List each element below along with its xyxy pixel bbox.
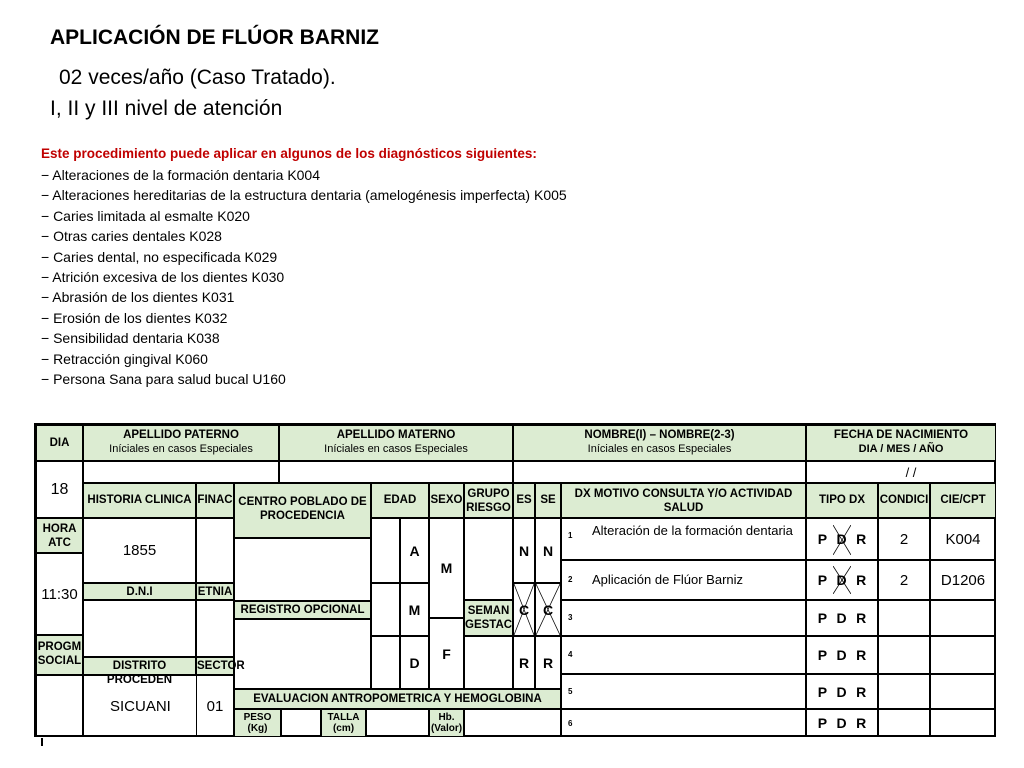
edad-field-2[interactable] bbox=[371, 583, 400, 636]
his-register-form bbox=[34, 423, 996, 737]
dx-text: Aplicación de Flúor Barniz bbox=[592, 572, 744, 587]
tipo-dx-cell[interactable] bbox=[806, 518, 878, 560]
hb-unit: (Valor) bbox=[430, 723, 463, 734]
se-header: SE bbox=[535, 483, 561, 518]
tipo-p[interactable]: P bbox=[817, 531, 828, 547]
dia-header: DIA bbox=[36, 425, 83, 461]
progm-social-field[interactable] bbox=[36, 675, 83, 737]
tipo-dx-cell[interactable] bbox=[806, 674, 878, 709]
distrito-header: DISTRITO PROCEDEN bbox=[83, 657, 196, 675]
cie-cell[interactable] bbox=[930, 600, 996, 636]
tipo-dx-cell[interactable] bbox=[806, 709, 878, 737]
es-n[interactable]: N bbox=[513, 518, 535, 583]
diagnosis-item: − Sensibilidad dentaria K038 bbox=[41, 330, 220, 347]
sexo-header: SEXO bbox=[429, 483, 464, 518]
nombre-header bbox=[513, 425, 806, 461]
fecha-nacimiento-label: FECHA DE NACIMIENTO bbox=[833, 429, 969, 441]
diagnosis-item: − Caries limitada al esmalte K020 bbox=[41, 207, 250, 224]
hb-label: Hb. bbox=[438, 712, 455, 723]
diagnosis-item: − Otras caries dentales K028 bbox=[41, 228, 222, 245]
tipo-d-label: D bbox=[836, 531, 847, 547]
tipo-d-label: D bbox=[836, 572, 847, 588]
condici-cell[interactable]: 2 bbox=[878, 560, 930, 600]
nombre-label: NOMBRE(I) – NOMBRE(2-3) bbox=[584, 429, 735, 441]
se-n[interactable]: N bbox=[535, 518, 561, 583]
condici-header: CONDICI bbox=[878, 483, 930, 518]
diagnosis-item: − Alteraciones de la formación dentaria K004 bbox=[41, 167, 321, 183]
hora-value[interactable]: 11:30 bbox=[36, 553, 83, 635]
distrito-value[interactable]: SICUANI bbox=[83, 675, 234, 737]
edad-unit-m[interactable]: M bbox=[400, 583, 429, 636]
fecha-nacimiento-header bbox=[806, 425, 996, 461]
apellido-materno-field[interactable] bbox=[279, 461, 513, 483]
centro-poblado-header: CENTRO POBLADO DE PROCEDENCIA bbox=[234, 483, 371, 538]
peso-unit: (Kg) bbox=[247, 723, 268, 734]
dx-cell[interactable] bbox=[561, 560, 806, 600]
cie-cell[interactable] bbox=[930, 709, 996, 737]
apellido-paterno-label: APELLIDO PATERNO bbox=[123, 429, 239, 441]
apellido-paterno-sub: Iníciales en casos Especiales bbox=[109, 443, 253, 455]
diagnosis-item: − Retracción gingival K060 bbox=[41, 350, 208, 367]
dni-field[interactable] bbox=[83, 600, 196, 657]
talla-unit: (cm) bbox=[332, 723, 355, 734]
dx-cell[interactable] bbox=[561, 600, 806, 636]
dni-header: D.N.I bbox=[83, 583, 196, 600]
seman-gestac-header: SEMAN GESTAC bbox=[464, 600, 513, 636]
cie-cell[interactable]: K004 bbox=[930, 518, 996, 560]
talla-header bbox=[321, 709, 366, 737]
dx-motivo-header: DX MOTIVO CONSULTA Y/O ACTIVIDAD SALUD bbox=[561, 483, 806, 518]
tipo-d[interactable] bbox=[837, 531, 847, 547]
diagnoses-list bbox=[41, 165, 567, 389]
etnia-header: ETNIA bbox=[196, 583, 234, 600]
es-r[interactable]: R bbox=[513, 636, 535, 689]
tipo-p[interactable]: P bbox=[817, 610, 828, 626]
tipo-p[interactable]: P bbox=[817, 715, 828, 731]
tipo-dx-cell[interactable] bbox=[806, 600, 878, 636]
row-number: 2 bbox=[568, 575, 573, 584]
historia-header: HISTORIA CLINICA bbox=[83, 483, 196, 518]
dx-cell[interactable] bbox=[561, 674, 806, 709]
peso-header bbox=[234, 709, 281, 737]
es-c-label: C bbox=[518, 601, 530, 618]
nombre-sub: Iníciales en casos Especiales bbox=[587, 443, 732, 455]
historia-value[interactable]: 1855 bbox=[83, 518, 196, 583]
edad-header: EDAD bbox=[371, 483, 429, 518]
apellido-materno-label: APELLIDO MATERNO bbox=[336, 429, 456, 441]
registro-header: REGISTRO OPCIONAL bbox=[234, 601, 371, 619]
sector-header: SECTOR bbox=[196, 657, 234, 675]
grupo-riesgo-header: GRUPO RIESGO bbox=[464, 483, 513, 518]
tipo-p[interactable]: P bbox=[817, 572, 828, 588]
apellido-materno-sub: Iníciales en casos Especiales bbox=[324, 443, 468, 455]
tipo-dx-header: TIPO DX bbox=[806, 483, 878, 518]
talla-label: TALLA bbox=[327, 712, 360, 723]
dx-cell[interactable] bbox=[561, 709, 806, 737]
tipo-d[interactable]: D bbox=[836, 715, 847, 731]
care-level-text: I, II y III nivel de atención bbox=[50, 97, 283, 120]
tipo-r[interactable]: R bbox=[856, 572, 867, 588]
margin-tick bbox=[41, 738, 43, 746]
dx-cell[interactable] bbox=[561, 636, 806, 674]
edad-field-1[interactable] bbox=[371, 518, 400, 583]
apellido-paterno-field[interactable] bbox=[83, 461, 279, 483]
sector-value[interactable]: 01 bbox=[196, 675, 234, 737]
tipo-dx-cell[interactable] bbox=[806, 560, 878, 600]
diagnosis-item: − Caries dental, no especificada K029 bbox=[41, 248, 278, 265]
talla-field[interactable] bbox=[366, 709, 429, 737]
grupo-riesgo-field[interactable] bbox=[464, 518, 513, 600]
row-number: 4 bbox=[568, 650, 573, 659]
dx-cell[interactable] bbox=[561, 518, 806, 560]
es-header: ES bbox=[513, 483, 535, 518]
seman-gestac-field[interactable] bbox=[464, 636, 513, 689]
row-number: 3 bbox=[568, 613, 573, 622]
fecha-nacimiento-field[interactable]: / / bbox=[806, 461, 996, 483]
dx-text: Alteración de la formación dentaria bbox=[592, 523, 793, 538]
sexo-f[interactable]: F bbox=[429, 618, 464, 689]
diagnosis-item: − Alteraciones hereditarias de la estructura dentaria (amelogénesis imperfecta) K005 bbox=[41, 187, 567, 204]
diagnosis-item: − Abrasión de los dientes K031 bbox=[41, 289, 235, 306]
se-r[interactable]: R bbox=[535, 636, 561, 689]
tipo-r[interactable]: R bbox=[856, 683, 867, 700]
condici-cell[interactable] bbox=[878, 674, 930, 709]
tipo-d[interactable]: D bbox=[836, 683, 847, 700]
cie-cell[interactable] bbox=[930, 636, 996, 674]
tipo-d[interactable]: D bbox=[836, 647, 847, 663]
edad-unit-d[interactable]: D bbox=[400, 636, 429, 689]
cie-cell[interactable] bbox=[930, 674, 996, 709]
se-c-label: C bbox=[542, 601, 554, 618]
registro-field[interactable] bbox=[234, 619, 371, 689]
tipo-p[interactable]: P bbox=[817, 647, 828, 663]
cie-cpt-header: CIE/CPT bbox=[930, 483, 996, 518]
tipo-d[interactable] bbox=[837, 572, 847, 588]
tipo-r[interactable]: R bbox=[856, 531, 867, 547]
frequency-subtitle: 02 veces/año (Caso Tratado). bbox=[59, 66, 336, 89]
condici-cell[interactable] bbox=[878, 600, 930, 636]
peso-field[interactable] bbox=[281, 709, 321, 737]
hora-header: HORA ATC bbox=[36, 518, 83, 553]
row-number: 5 bbox=[568, 687, 573, 696]
fecha-nacimiento-sub: DIA / MES / AÑO bbox=[858, 443, 944, 455]
finac-field[interactable] bbox=[196, 518, 234, 583]
tipo-r[interactable]: R bbox=[856, 610, 867, 626]
diagnosis-item: − Persona Sana para salud bucal U160 bbox=[41, 371, 286, 388]
dia-value[interactable]: 18 bbox=[36, 461, 83, 518]
finac-header: FINAC bbox=[196, 483, 234, 518]
row-number: 6 bbox=[568, 719, 573, 728]
diagnoses-intro: Este procedimiento puede aplicar en algunos de los diagnósticos siguientes: bbox=[41, 146, 537, 161]
nombre-field[interactable] bbox=[513, 461, 806, 483]
peso-label: PESO bbox=[243, 712, 272, 723]
condici-cell[interactable] bbox=[878, 636, 930, 674]
row-number: 1 bbox=[568, 531, 573, 540]
cie-cell[interactable]: D1206 bbox=[930, 560, 996, 600]
apellido-paterno-header bbox=[83, 425, 279, 461]
es-c[interactable] bbox=[513, 583, 535, 636]
condici-cell[interactable] bbox=[878, 709, 930, 737]
diagnosis-item: − Erosión de los dientes K032 bbox=[41, 309, 228, 326]
evaluacion-header: EVALUACION ANTROPOMETRICA Y HEMOGLOBINA bbox=[234, 689, 561, 709]
sexo-m[interactable]: M bbox=[429, 518, 464, 618]
diagnosis-item: − Atrición excesiva de los dientes K030 bbox=[41, 269, 285, 286]
tipo-r[interactable]: R bbox=[856, 647, 867, 663]
tipo-d[interactable]: D bbox=[836, 610, 847, 626]
page-title: APLICACIÓN DE FLÚOR BARNIZ bbox=[50, 26, 379, 49]
se-c[interactable] bbox=[535, 583, 561, 636]
progm-social-header: PROGM SOCIAL bbox=[36, 635, 83, 675]
tipo-r[interactable]: R bbox=[856, 715, 867, 731]
etnia-field[interactable] bbox=[196, 600, 234, 657]
centro-poblado-field[interactable] bbox=[234, 538, 371, 601]
hb-field[interactable] bbox=[464, 709, 561, 737]
apellido-materno-header bbox=[279, 425, 513, 461]
edad-field-3[interactable] bbox=[371, 636, 400, 689]
edad-unit-a[interactable]: A bbox=[400, 518, 429, 583]
hb-header bbox=[429, 709, 464, 737]
condici-cell[interactable]: 2 bbox=[878, 518, 930, 560]
tipo-dx-cell[interactable] bbox=[806, 636, 878, 674]
tipo-p[interactable]: P bbox=[817, 683, 828, 700]
